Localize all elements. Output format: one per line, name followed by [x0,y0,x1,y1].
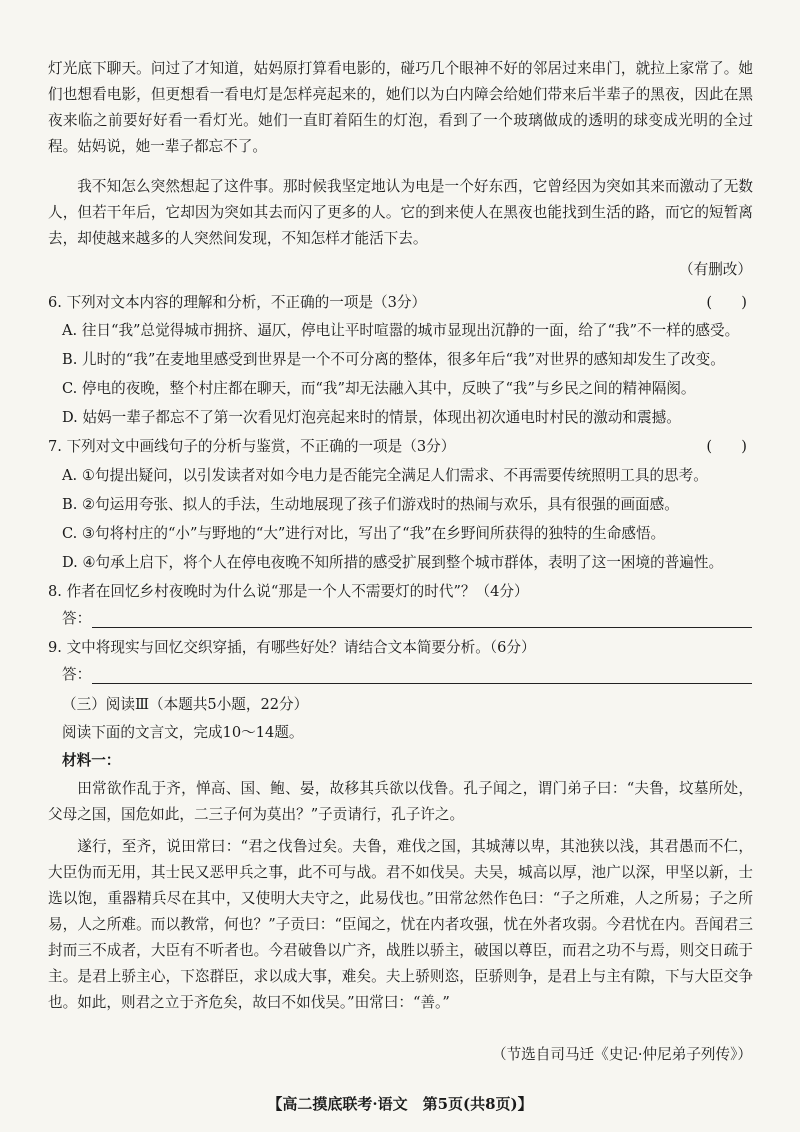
question-8-stem: 8. 作者在回忆乡村夜晚时为什么说“那是一个人不需要灯的时代”？（4分） [48,583,529,600]
option-a: A. ①句提出疑问，以引发读者对如今电力是否能完全满足人们需求、不再需要传统照明工具的思考。 [62,467,708,484]
option-b: B. 儿时的“我”在麦地里感受到世界是一个不可分离的整体，很多年后“我”对世界的感知却发生了改变。 [62,351,725,368]
passage-paragraph: 灯光底下聊天。问过了才知道，姑妈原打算看电影的，碰巧几个眼神不好的邻居过来串门，就拉上家常了。她们也想看电影，但更想看一看电灯是怎样亮起来的，她们以为白内障会给她们带来后半辈子的黑夜，因此在黑夜来临之前要好好看一看灯光。她们一直盯着陌生的灯泡，看到了一个玻璃做成的透明的球变成光明的全过程。姑妈说，她一辈子都忘不了。 [48,60,753,155]
option-a: A. 往日“我”总觉得城市拥挤、逼仄，停电让平时喧嚣的城市显现出沉静的一面，给了“我”不一样的感受。 [62,322,740,339]
answer-line [92,627,752,628]
answer-bracket: ( ) [706,438,747,455]
material-label: 材料一： [62,752,121,769]
option-d: D. ④句承上启下，将个人在停电夜晚不知所措的感受扩展到整个城市群体，表明了这一困境的普遍性。 [62,554,724,571]
classical-paragraph: 遂行，至齐，说田常曰：“君之伐鲁过矣。夫鲁，难伐之国，其城薄以卑，其池狭以浅，其君愚而不仁，大臣伪而无用，其士民又恶甲兵之事，此不可与战。君不如伐吴。夫吴，城高以厚，池广以深，甲坚以新，士选以饱，重器精兵尽在其中，又使明大夫守之，此易伐也。”田常忿然作色曰：“子之所难，人之所易；子之所易，人之所难。而以教常，何也？”子贡曰：“臣闻之，忧在内者攻强，忧在外者攻弱。今君忧在内。吾闻君三封而三不成者，大臣有不听者也。今君破鲁以广齐，战胜以骄主，破国以尊臣，而君之功不与焉，则交日疏于主。是君上骄主心，下恣群臣，求以成大事，难矣。夫上骄则恣，臣骄则争，是君上与主有隙，下与大臣交争也。如此，则君之立于齐危矣，故曰不如伐吴。”田常曰：“善。” [48,838,753,1011]
page-footer: 【高二摸底联考·语文 第5页(共8页)】 [267,1095,533,1113]
question-7 [48,434,753,460]
option-c: C. 停电的夜晚，整个村庄都在聊天，而“我”却无法融入其中，反映了“我”与乡民之间的精神隔阂。 [62,380,696,397]
classical-paragraph: 田常欲作乱于齐，惮高、国、鲍、晏，故移其兵欲以伐鲁。孔子闻之，谓门弟子曰：“夫鲁，坟墓所处，父母之国，国危如此，二三子何为莫出？”子贡请行，孔子许之。 [48,780,753,823]
revision-note: （有删改） [679,261,752,278]
option-d: D. 姑妈一辈子都忘不了第一次看见灯泡亮起来时的情景，体现出初次通电时村民的激动和震撼。 [62,409,681,426]
question-stem: 7. 下列对文中画线句子的分析与鉴赏，不正确的一项是（3分） [48,438,456,455]
answer-label: 答： [62,610,92,627]
section-header: （三）阅读Ⅲ（本题共5小题，22分） [62,696,309,713]
answer-bracket: ( ) [706,294,747,311]
option-b: B. ②句运用夸张、拟人的手法，生动地展现了孩子们游戏时的热闹与欢乐，具有很强的画面感。 [62,496,679,513]
question-9-stem: 9. 文中将现实与回忆交织穿插，有哪些好处？请结合文本简要分析。（6分） [48,639,536,656]
source-citation: （节选自司马迁《史记·仲尼弟子列传》） [491,1046,752,1063]
option-c: C. ③句将村庄的“小”与野地的“大”进行对比，写出了“我”在乡野间所获得的独特的生命感悟。 [62,525,666,542]
answer-label: 答： [62,666,92,683]
answer-area-9[interactable] [62,664,752,686]
section-instruction: 阅读下面的文言文，完成10～14题。 [62,724,304,741]
question-6 [48,290,753,316]
question-stem: 6. 下列对文本内容的理解和分析，不正确的一项是（3分） [48,294,427,311]
answer-line [92,683,752,684]
passage-paragraph: 我不知怎么突然想起了这件事。那时候我坚定地认为电是一个好东西，它曾经因为突如其来而激动了无数人，但若干年后，它却因为突如其去而闪了更多的人。它的到来使人在黑夜也能找到生活的路，而它的短暂离去，却使越来越多的人突然间发现，不知怎样才能活下去。 [48,178,753,247]
answer-area-8[interactable] [62,608,752,630]
